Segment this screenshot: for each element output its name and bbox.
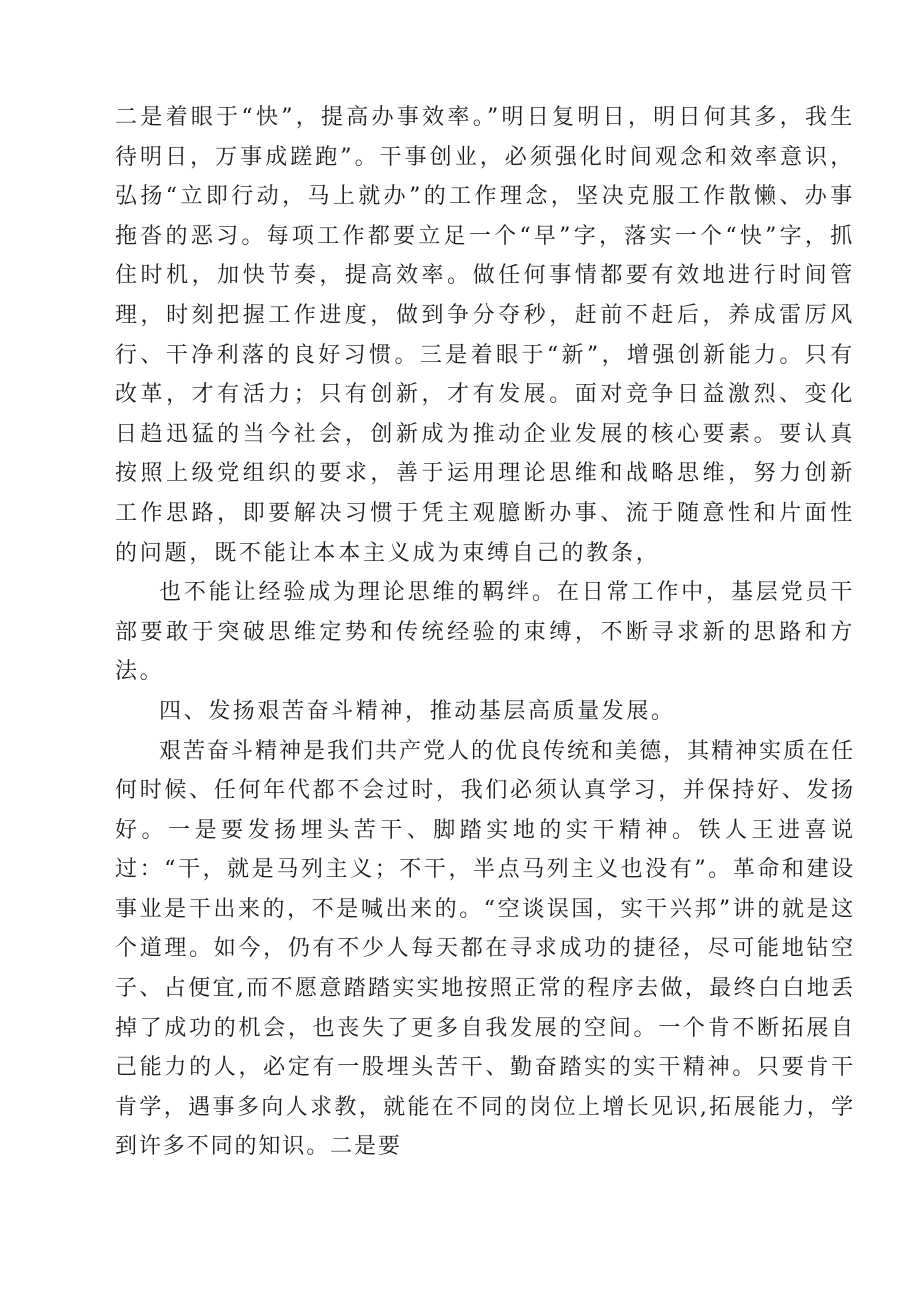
document-page xyxy=(115,98,855,1167)
section-heading-hard-work: 四、发扬艰苦奋斗精神，推动基层高质量发展。 xyxy=(159,698,676,724)
paragraph-hard-work-spirit: 艰苦奋斗精神是我们共产党人的优良传统和美德，其精神实质在任何时候、任何年代都不会过时，我们必须认真学习，并保持好、发扬好。一是要发扬埋头苦干、脚踏实地的实干精神。铁人王进喜说过：“干，就是马列主义；不干，半点马列主义也没有”。革命和建设事业是干出来的，不是喊出来的。“空谈误国，实干兴邦”讲的就是这个道理。如今，仍有不少人每天都在寻求成功的捷径，尽可能地钻空子、占便宜,而不愿意踏踏实实地按照正常的程序去做，最终白白地丢掉了成功的机会，也丧失了更多自我发展的空间。一个肯不断拓展自己能力的人，必定有一股埋头苦干、勤奋踏实的实干精神。只要肯干肯学，遇事多向人求教，就能在不同的岗位上增长见识,拓展能力，学到许多不同的知识。二是要 xyxy=(115,738,855,1160)
paragraph-experience: 也不能让经验成为理论思维的羁绊。在日常工作中，基层党员干部要敢于突破思维定势和传统经验的束缚，不断寻求新的思路和方法。 xyxy=(115,580,855,685)
paragraph-efficiency-innovation: 二是着眼于“快”，提高办事效率。”明日复明日，明日何其多，我生待明日，万事成蹉跑”。干事创业，必须强化时间观念和效率意识，弘扬“立即行动，马上就办”的工作理念，坚决克服工作散懒、办事拖沓的恶习。每项工作都要立足一个“早”字，落实一个“快”字，抓住时机，加快节奏，提高效率。做任何事情都要有效地进行时间管理，时刻把握工作进度，做到争分夺秒，赶前不赶后，养成雷厉风行、干净利落的良好习惯。三是着眼于“新”，增强创新能力。只有改革，才有活力；只有创新，才有发展。面对竞争日益激烈、变化日趋迅猛的当今社会，创新成为推动企业发展的核心要素。要认真按照上级党组织的要求，善于运用理论思维和战略思维，努力创新工作思路，即要解决习惯于凭主观臆断办事、流于随意性和片面性的问题，既不能让本本主义成为束缚自己的教条， xyxy=(115,105,855,566)
